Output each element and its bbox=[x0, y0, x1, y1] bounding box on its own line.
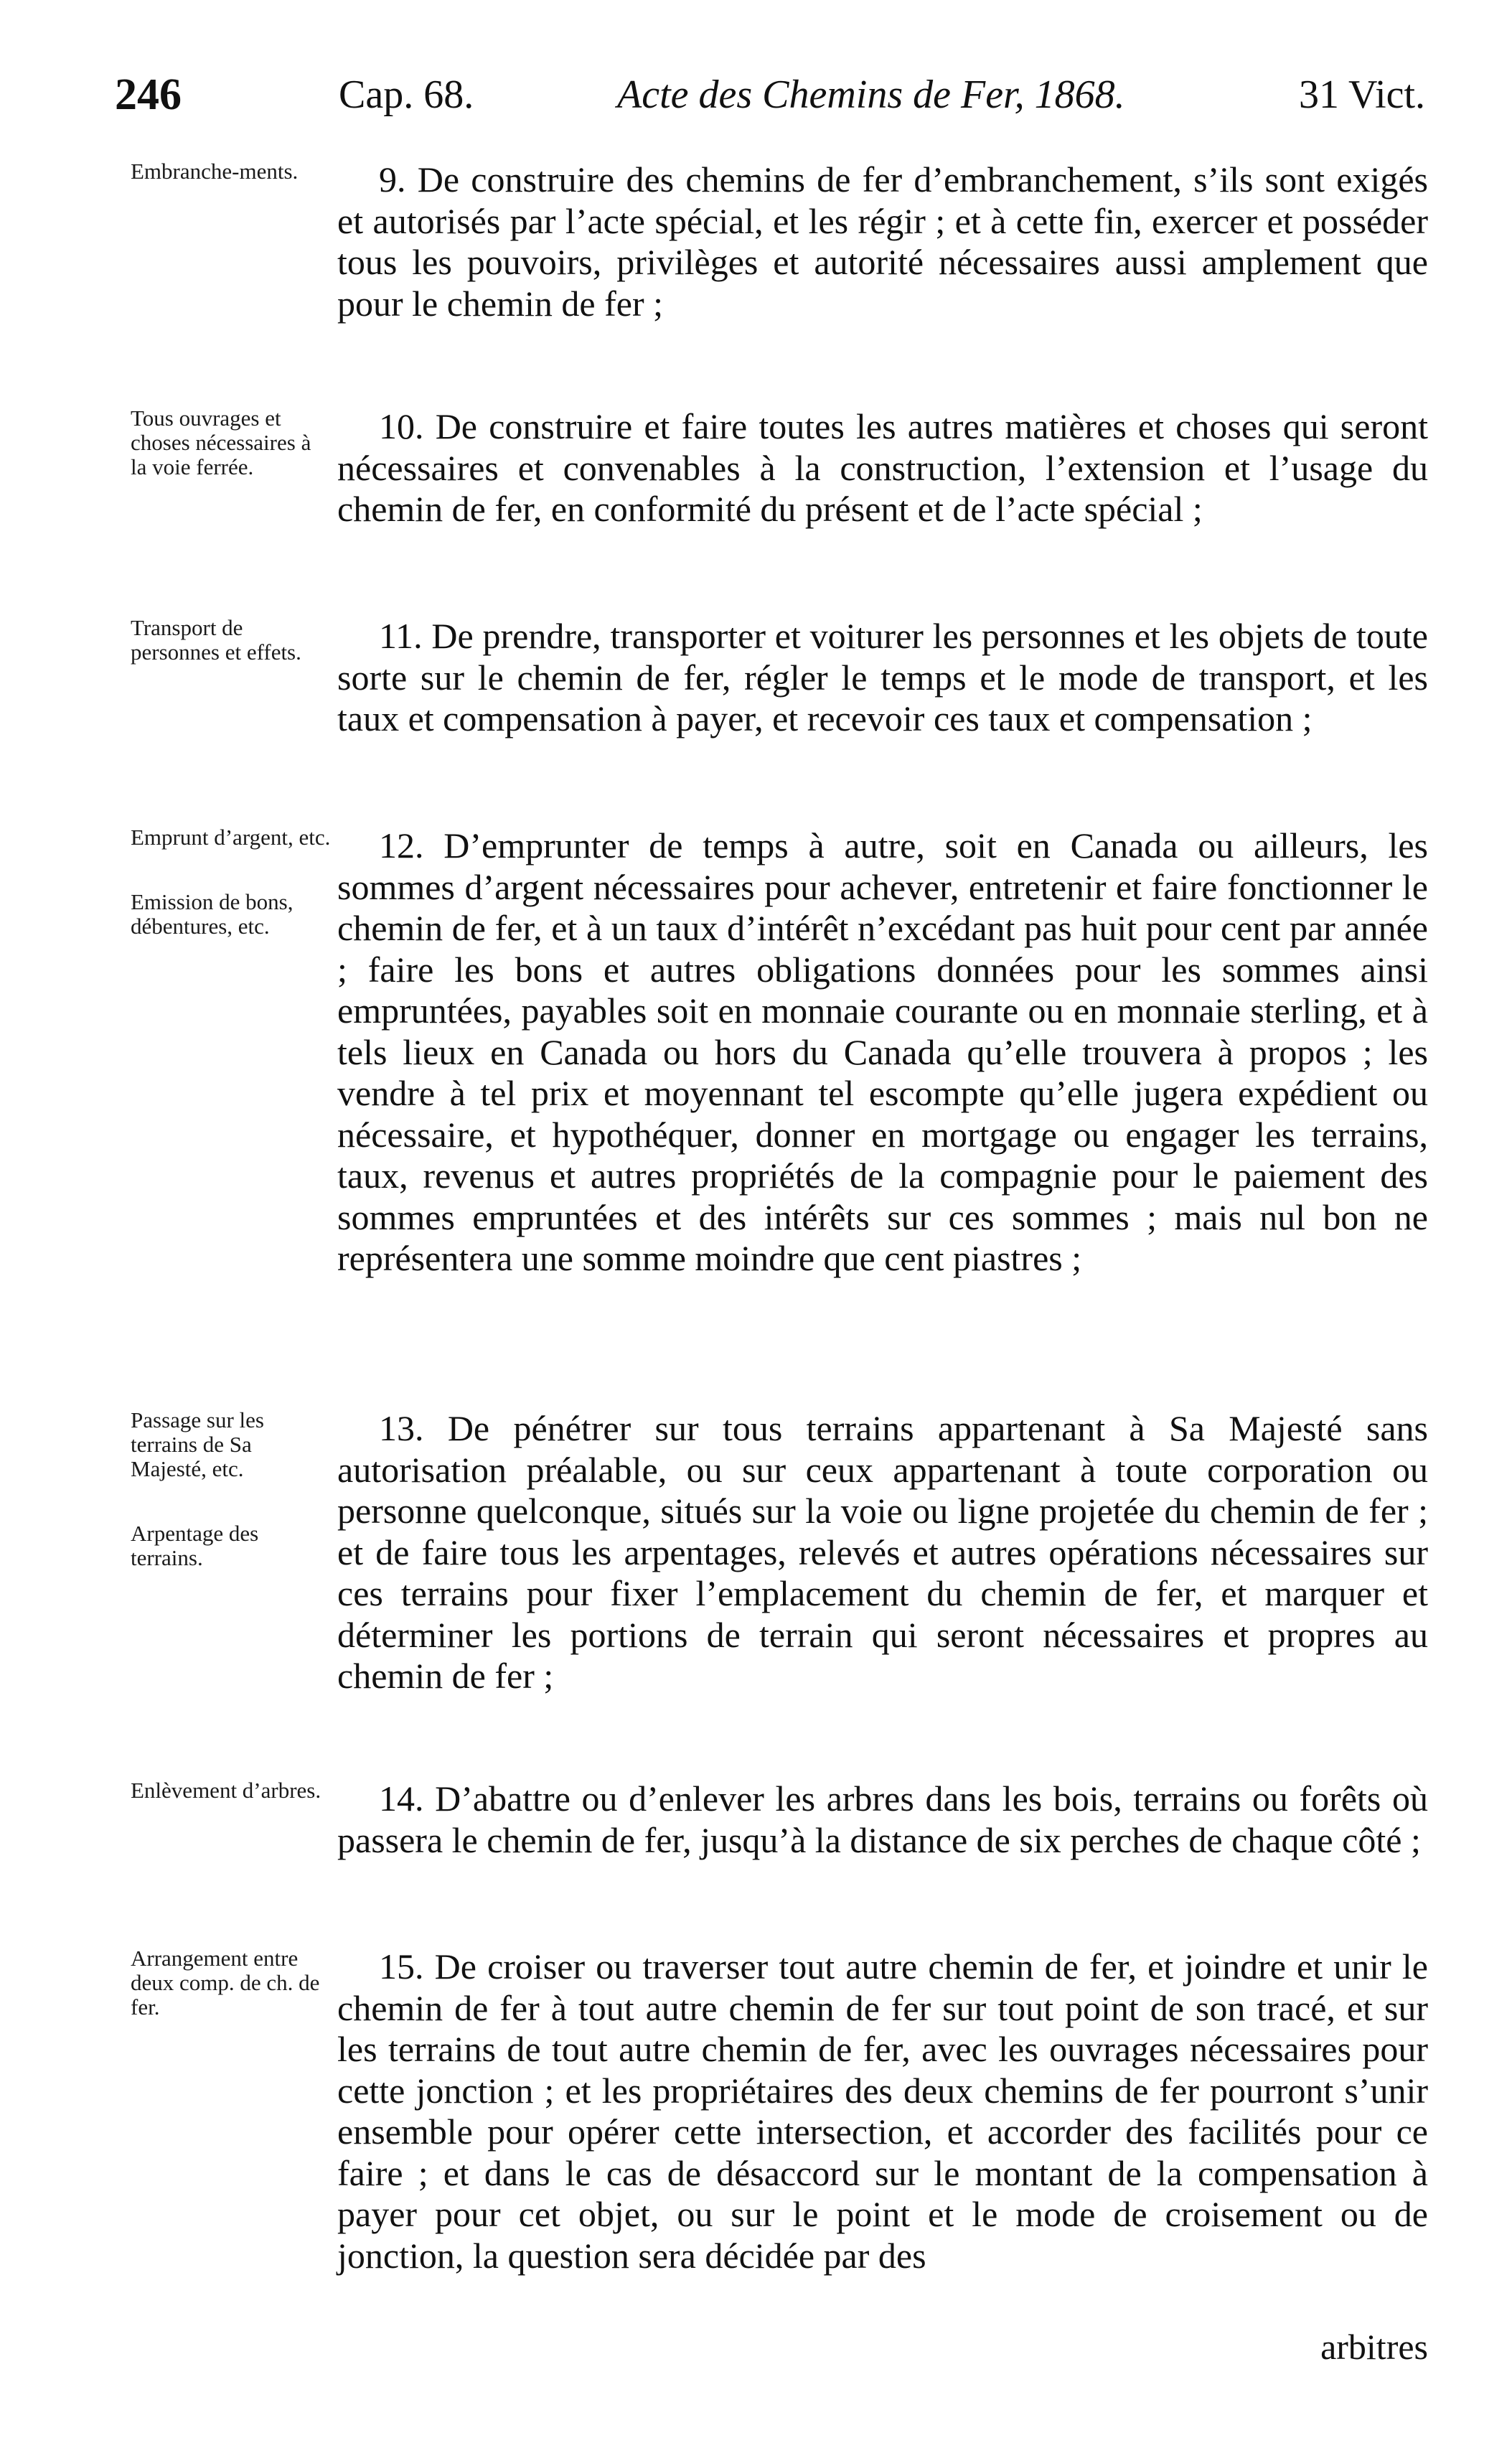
margin-note: Tous ouvrages et choses nécessaires à la voie ferrée. bbox=[131, 405, 311, 479]
margin-note: Arrangement entre deux comp. de ch. de fer. bbox=[131, 1946, 320, 2020]
section-body: D’emprunter de temps à autre, soit en Canada ou ailleurs, les sommes d’argent nécessaires pour achever, entretenir et faire fonctionner le chemin de fer, et à un taux d’intérêt n’excédant pas huit pour cent par année ; faire les bons et autres obligations données pour les sommes ainsi empruntées, payables soit en monnaie courante ou en monnaie sterling, et à tels lieux en Canada ou hors du Canada qu’elle trouvera à propos ; les vendre à tel prix et moyennant tel escompte qu’elle jugera expédient ou nécessaire, et hypothéquer, donner en mortgage ou engager les terrains, taux, revenus et autres propriétés de la compagnie pour le paiement des sommes empruntées et des intérêts sur ces sommes ; mais nul bon ne représentera une somme moindre que cent piastres ; bbox=[337, 825, 1429, 1278]
margin-note: Emission de bons, débentures, etc. bbox=[131, 889, 294, 939]
margin-notes bbox=[131, 616, 332, 665]
margin-notes bbox=[131, 1778, 332, 1803]
section-body: D’abattre ou d’enlever les arbres dans les bois, terrains ou forêts où passera le chemin de fer, jusqu’à la distance de six perches de chaque côté ; bbox=[337, 1778, 1428, 1860]
section-text bbox=[337, 1946, 1428, 2276]
section-number: 11. bbox=[379, 616, 423, 656]
section-text bbox=[337, 406, 1428, 530]
section-body: De croiser ou traverser tout autre chemin de fer, et joindre et unir le chemin de fer à tout autre chemin de fer sur tout point de son tracé, et sur les terrains de tout autre chemin de fer, avec les ouvrages nécessaires pour cette jonction ; et les propriétaires des deux chemins de fer pourront s’unir ensemble pour opérer cette intersection, et accorder des facilités pour ce faire ; et dans le cas de désaccord sur le montant de la compensation à payer pour cet objet, ou sur le point et le mode de croisement ou de jonction, la question sera décidée par des bbox=[337, 1946, 1429, 2276]
section-number: 14. bbox=[379, 1778, 424, 1819]
act-title: Acte des Chemins de Fer, 1868. bbox=[617, 72, 1125, 117]
section-body: De prendre, transporter et voiturer les personnes et les objets de toute sorte sur le chemin de fer, régler le temps et le mode de transport, et les taux et compensation à payer, et recevoir ces taux et compensation ; bbox=[337, 616, 1428, 738]
section-body: De pénétrer sur tous terrains appartenant à Sa Majesté sans autorisation préalable, ou sur ceux appartenant à toute corporation ou personne quelconque, situés sur la voie ou ligne projetée du chemin de fer ; et de faire tous les arpentages, relevés et autres opérations nécessaires sur ces terrains pour fixer l’emplacement du chemin de fer, et marquer et déterminer les portions de terrain qui seront nécessaires et propres au chemin de fer ; bbox=[337, 1408, 1428, 1696]
margin-notes bbox=[131, 825, 332, 939]
page-number: 246 bbox=[115, 70, 182, 119]
section-number: 9. bbox=[379, 159, 406, 200]
margin-notes bbox=[131, 1946, 332, 2020]
margin-note: Emprunt d’argent, etc. bbox=[131, 825, 331, 850]
margin-notes bbox=[131, 406, 332, 479]
margin-note: Transport de personnes et effets. bbox=[131, 615, 301, 665]
margin-note: Embranche-ments. bbox=[131, 159, 299, 184]
section-number: 15. bbox=[379, 1946, 424, 1987]
margin-notes bbox=[131, 159, 332, 184]
regnal-year: 31 Vict. bbox=[1299, 72, 1426, 117]
running-header bbox=[115, 66, 1428, 123]
margin-notes bbox=[131, 1408, 332, 1570]
margin-note: Enlèvement d’arbres. bbox=[131, 1778, 321, 1803]
section-text bbox=[337, 1408, 1428, 1697]
section-text bbox=[337, 1778, 1428, 1861]
section-number: 13. bbox=[379, 1408, 424, 1448]
chapter-label: Cap. 68. bbox=[339, 72, 474, 117]
section-number: 12. bbox=[379, 825, 424, 866]
catchword: arbitres bbox=[1320, 2327, 1428, 2367]
section-text bbox=[337, 159, 1428, 324]
margin-note: Passage sur les terrains de Sa Majesté, etc. bbox=[131, 1407, 264, 1481]
margin-note: Arpentage des terrains. bbox=[131, 1521, 259, 1570]
section-body: De construire et faire toutes les autres matières et choses qui seront nécessaires et convenables à la construction, l’extension et l’usage du chemin de fer, en conformité du présent et de l’acte spécial ; bbox=[337, 406, 1429, 529]
section-body: De construire des chemins de fer d’embranchement, s’ils sont exigés et autorisés par l’acte spécial, et les régir ; et à cette fin, exercer et posséder tous les pouvoirs, privilèges et autorité nécessaires aussi amplement que pour le chemin de fer ; bbox=[337, 159, 1429, 324]
section-text bbox=[337, 825, 1428, 1280]
section-number: 10. bbox=[379, 406, 424, 446]
section-text bbox=[337, 616, 1428, 740]
